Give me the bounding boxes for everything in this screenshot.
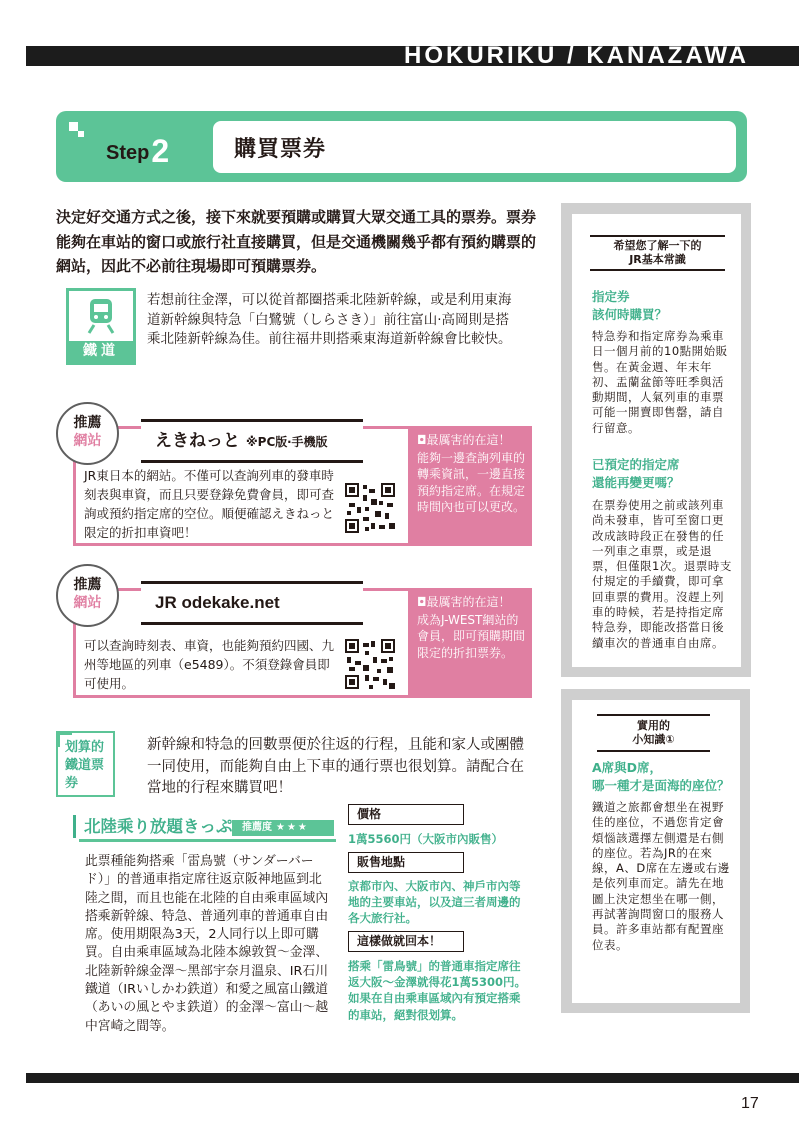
site-title: JR odekake.net — [141, 581, 363, 625]
sidebar-jr-basics — [561, 203, 751, 677]
sidebar-answer: 在票券使用之前或該列車尚未發車，皆可至窗口更改成該時段正在發售的任一列車之車票，或是退票，但僅限1次。退票時支付規定的手續費，即可拿回車票的費用。沒趕上列車的時候，若是持指定席特急券，即能改搭當日後續車次的普通車自由席。 — [592, 498, 732, 650]
railway-badge — [66, 288, 136, 365]
step-title: 購買票券 — [234, 137, 327, 162]
page-number: 17 — [741, 1095, 759, 1112]
checkbox-icon: ◘ — [417, 433, 427, 447]
step-label: Step2 — [106, 133, 170, 169]
train-icon — [87, 297, 115, 335]
sidebar-question: A席與D席， 哪一種才是面海的座位？ — [592, 760, 730, 793]
sidebar-heading: 實用的 小知識① — [597, 714, 710, 752]
site-highlight: ◘最厲害的在這！ 能夠一邊查詢列車的轉乘資訊，一邊直接預約指定席。在規定時間內也可以更改。 — [408, 426, 532, 546]
sidebar-question: 指定券 該何時購買？ — [592, 289, 668, 322]
sidebar-answer: 特急券和指定席券為乘車日一個月前的10點開始販售。在黃金週、年末年初、盂蘭盆節等旺季與活動期間，人氣列車的車票可能一開賣即售罄，請自行留意。 — [592, 329, 728, 435]
header-bar — [26, 42, 799, 69]
sidebar-heading: 希望您了解一下的 JR基本常識 — [590, 235, 725, 271]
recommended-badge: 推薦 網站 — [56, 402, 119, 465]
checkbox-icon: ◘ — [417, 595, 427, 609]
site-title: えきねっと ※PC版‧手機版 — [141, 419, 363, 463]
railway-text: 若想前往金澤，可以從首都圈搭乘北陸新幹線，或是利用東海道新幹線與特急「白鷺號（しらさき）」前往富山‧高岡則是搭乘北陸新幹線為佳。前往福井則搭乘東海道新幹線會比較快。 — [147, 292, 512, 347]
sidebar-answer: 鐵道之旅都會想坐在視野佳的座位，不過您肯定會煩惱該選擇左側還是右側的座位。若為JR的在來線，A、D席在左邊或右邊是依列車而定。請先在地圖上決定想坐在哪一側，再試著詢問窗口的服務人員。許多車站都有配置座位表。 — [592, 800, 730, 952]
price-label: 價格 — [348, 804, 464, 825]
sales-label: 販售地點 — [348, 852, 464, 873]
star-icon: ★★★ — [276, 822, 309, 833]
site-highlight: ◘最厲害的在這！ 成為J-WEST網站的會員，即可預購期間限定的折扣票券。 — [408, 588, 532, 698]
deal-text: 新幹線和特急的回數票便於往返的行程，且能和家人或團體一同使用，而能夠自由上下車的通行票也很划算。請配合在當地的行程來購買吧！ — [147, 737, 524, 796]
deal-ticket-badge: 划算的鐵道票券 — [56, 731, 115, 797]
site-subtitle: ※PC版‧手機版 — [246, 435, 328, 449]
recommended-site-ekinet — [73, 415, 532, 546]
qr-code-icon[interactable] — [345, 483, 395, 533]
pass-description: 此票種能夠搭乘「雷鳥號（サンダーバード）」的普通車指定席往返京阪神地區到北陸之間，而且也能在北陸的自由乘車區域內搭乘新幹線、特急、普通列車的普通車自由席。使用期限為3天，2人同行以上即可購買。自由乘車區域為北陸本線敦賀～金澤、北陸新幹線金澤～黑部宇奈月溫泉、IR石川鐵道（IRいしかわ鉄道）和愛之風富山鐵道（あいの風とやま鉄道）的金澤～富山～越中宮崎之間等。 — [85, 854, 329, 1034]
decor-square-icon — [78, 131, 84, 137]
sidebar-tips — [561, 689, 750, 1013]
region-title: HOKURIKU / KANAZAWA — [404, 42, 749, 69]
price-value: 1萬5560円（大阪市內販售） — [348, 832, 504, 846]
footer-bar — [26, 1073, 799, 1083]
step-title-box — [213, 121, 736, 173]
step-number: 2 — [151, 133, 170, 169]
sidebar-question: 已預定的指定席 還能再變更嗎？ — [592, 457, 680, 490]
intro-paragraph: 決定好交通方式之後，接下來就要預購或購買大眾交通工具的票券。票券能夠在車站的窗口或旅行社直接購買，但是交通機關幾乎都有預約購票的網站，因此不必前往現場即可預購票券。 — [56, 208, 537, 275]
pass-name: 北陸乘り放題きっぷ — [73, 815, 336, 838]
recommended-site-odekake — [73, 577, 532, 698]
decor-square-icon — [69, 122, 78, 131]
qr-code-icon[interactable] — [345, 639, 395, 689]
pass-rating: 推薦度 ★★★ — [232, 820, 334, 836]
value-label: 這樣做就回本！ — [348, 931, 464, 952]
recommended-badge: 推薦 網站 — [56, 564, 119, 627]
sales-value: 京都市內、大阪市內、神戶市內等地的主要車站，以及這三者周邊的各大旅行社。 — [348, 879, 521, 926]
step-header — [56, 111, 747, 182]
site-description: 可以查詢時刻表、車資，也能夠預約四國、九州等地區的列車（e5489）。不須登錄會員即可使用。 — [84, 638, 335, 691]
value-text: 搭乘「雷鳥號」的普通車指定席往返大阪～金澤就得花1萬5300円。如果在自由乘車區域內有預定搭乘的車站，絕對很划算。 — [348, 959, 527, 1022]
site-description: JR東日本的網站。不僅可以查詢列車的發車時刻表與車資，而且只要登錄免費會員，即可查詢或預約指定席的空位。順便確認えきねっと限定的折扣車資吧！ — [84, 468, 335, 540]
railway-label: 鐵道 — [83, 343, 119, 359]
